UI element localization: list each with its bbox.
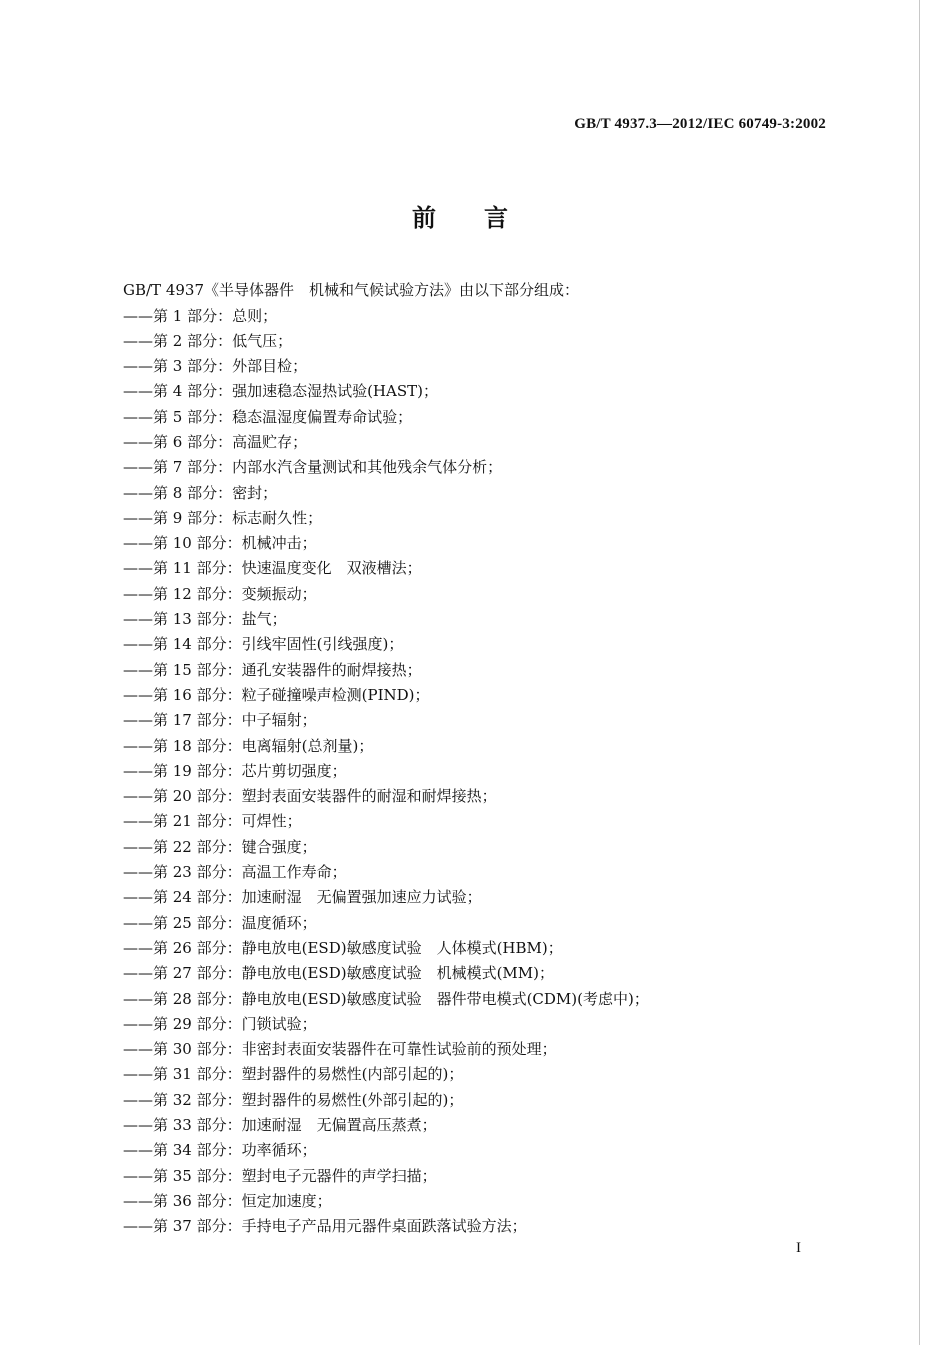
list-item: ——第 26 部分：静电放电(ESD)敏感度试验 人体模式(HBM)；: [123, 938, 563, 957]
list-item: ——第 16 部分：粒子碰撞噪声检测(PIND)；: [123, 685, 430, 704]
list-item: ——第 32 部分：塑封器件的易燃性(外部引起的)；: [123, 1090, 464, 1109]
list-item: ——第 23 部分：高温工作寿命；: [123, 863, 347, 882]
list-item: ——第 14 部分：引线牢固性(引线强度)；: [123, 635, 404, 654]
list-item: ——第 19 部分：芯片剪切强度；: [123, 761, 347, 780]
list-item: ——第 36 部分：恒定加速度；: [123, 1191, 332, 1210]
list-item: ——第 1 部分：总则；: [123, 306, 278, 325]
list-item: ——第 13 部分：盐气；: [123, 610, 287, 629]
list-item: ——第 29 部分：门锁试验；: [123, 1014, 317, 1033]
list-item: ——第 10 部分：机械冲击；: [123, 534, 317, 553]
list-item: ——第 18 部分：电离辐射(总剂量)；: [123, 736, 374, 755]
list-item: ——第 33 部分：加速耐湿 无偏置高压蒸煮；: [123, 1116, 437, 1134]
page-number: I: [796, 1240, 801, 1256]
list-item: ——第 3 部分：外部目检；: [123, 357, 308, 376]
list-item: ——第 22 部分：键合强度；: [123, 837, 317, 856]
intro-paragraph: GB/T 4937《半导体器件 机械和气候试验方法》由以下部分组成：: [123, 281, 580, 299]
list-item: ——第 27 部分：静电放电(ESD)敏感度试验 机械模式(MM)；: [123, 964, 555, 983]
page-title: 前言: [412, 204, 556, 232]
list-item: ——第 30 部分：非密封表面安装器件在可靠性试验前的预处理；: [123, 1040, 557, 1059]
list-item: ——第 15 部分：通孔安装器件的耐焊接热；: [123, 660, 422, 679]
list-item: ——第 4 部分：强加速稳态湿热试验(HAST)；: [123, 382, 438, 401]
list-item: ——第 28 部分：静电放电(ESD)敏感度试验 器件带电模式(CDM)(考虑中)；: [123, 989, 649, 1008]
list-item: ——第 24 部分：加速耐湿 无偏置强加速应力试验；: [123, 888, 482, 907]
list-item: ——第 5 部分：稳态温湿度偏置寿命试验；: [123, 407, 413, 426]
list-item: ——第 6 部分：高温贮存；: [123, 432, 308, 451]
list-item: ——第 37 部分：手持电子产品用元器件桌面跌落试验方法；: [123, 1217, 527, 1236]
list-item: ——第 34 部分：功率循环；: [123, 1141, 317, 1160]
list-item: ——第 35 部分：塑封电子元器件的声学扫描；: [123, 1166, 437, 1185]
list-item: ——第 7 部分：内部水汽含量测试和其他残余气体分析；: [123, 458, 503, 477]
list-item: ——第 20 部分：塑封表面安装器件的耐湿和耐焊接热；: [123, 787, 497, 806]
list-item: ——第 9 部分：标志耐久性；: [123, 508, 323, 527]
list-item: ——第 17 部分：中子辐射；: [123, 711, 317, 730]
list-item: ——第 31 部分：塑封器件的易燃性(内部引起的)；: [123, 1065, 464, 1084]
list-item: ——第 11 部分：快速温度变化 双液槽法；: [123, 559, 422, 578]
part-list: [123, 304, 649, 1240]
list-item: ——第 2 部分：低气压；: [123, 331, 293, 350]
list-item: ——第 8 部分：密封；: [123, 483, 278, 502]
standard-code-header: GB/T 4937.3—2012/IEC 60749-3:2002: [574, 116, 826, 132]
list-item: ——第 12 部分：变频振动；: [123, 584, 317, 603]
list-item: ——第 25 部分：温度循环；: [123, 913, 317, 932]
list-item: ——第 21 部分：可焊性；: [123, 812, 302, 831]
